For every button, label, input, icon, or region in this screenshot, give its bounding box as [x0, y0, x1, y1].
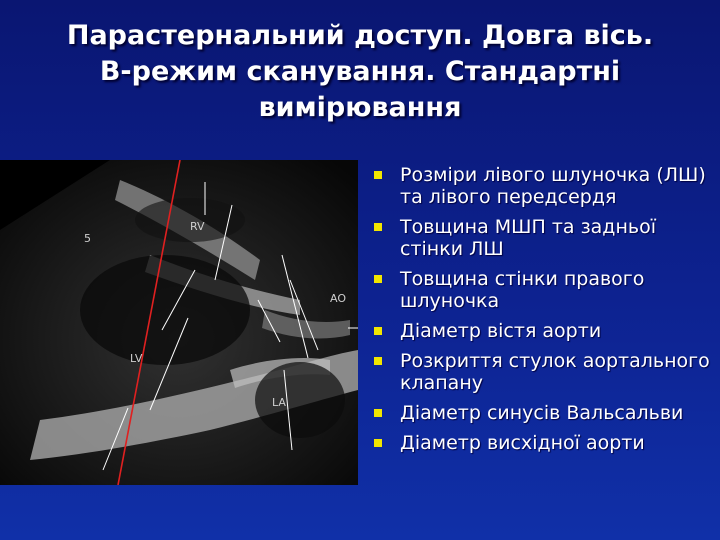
bullet-square-icon: [374, 357, 382, 365]
list-item: [372, 350, 717, 394]
list-item-text: Діаметр синусів Вальсальви: [400, 402, 684, 424]
depth-marker: 5: [84, 232, 91, 245]
title-line-1: Парастернальний доступ. Довга вісь.: [66, 20, 654, 51]
title-line-2: В-режим сканування. Стандартні: [99, 56, 621, 87]
echocardiogram-image: [0, 160, 358, 485]
list-item: [372, 268, 717, 312]
list-item-text: Розміри лівого шлуночка (ЛШ) та лівого передсердя: [400, 164, 706, 208]
bullet-square-icon: [374, 409, 382, 417]
list-item-text: Діаметр висхідної аорти: [400, 432, 645, 454]
la-cavity: [255, 362, 345, 438]
bullet-square-icon: [374, 223, 382, 231]
measurement-list: [372, 164, 717, 462]
slide-title: [0, 18, 720, 126]
list-item: [372, 402, 717, 424]
label-ao: AO: [330, 292, 346, 305]
label-rv: RV: [190, 220, 205, 233]
title-line-3: вимірювання: [258, 92, 462, 123]
bullet-square-icon: [374, 275, 382, 283]
lv-cavity: [80, 255, 250, 365]
list-item: [372, 432, 717, 454]
list-item-text: Розкриття стулок аортального клапану: [400, 350, 710, 394]
bullet-square-icon: [374, 439, 382, 447]
echo-svg: [0, 160, 358, 485]
list-item-text: Діаметр вістя аорти: [400, 320, 602, 342]
list-item: [372, 164, 717, 208]
label-lv: LV: [130, 352, 143, 365]
list-item: [372, 216, 717, 260]
list-item-text: Товщина МШП та задньої стінки ЛШ: [400, 216, 656, 260]
bullet-square-icon: [374, 171, 382, 179]
bullet-square-icon: [374, 327, 382, 335]
label-la: LA: [272, 396, 286, 409]
list-item: [372, 320, 717, 342]
list-item-text: Товщина стінки правого шлуночка: [400, 268, 645, 312]
